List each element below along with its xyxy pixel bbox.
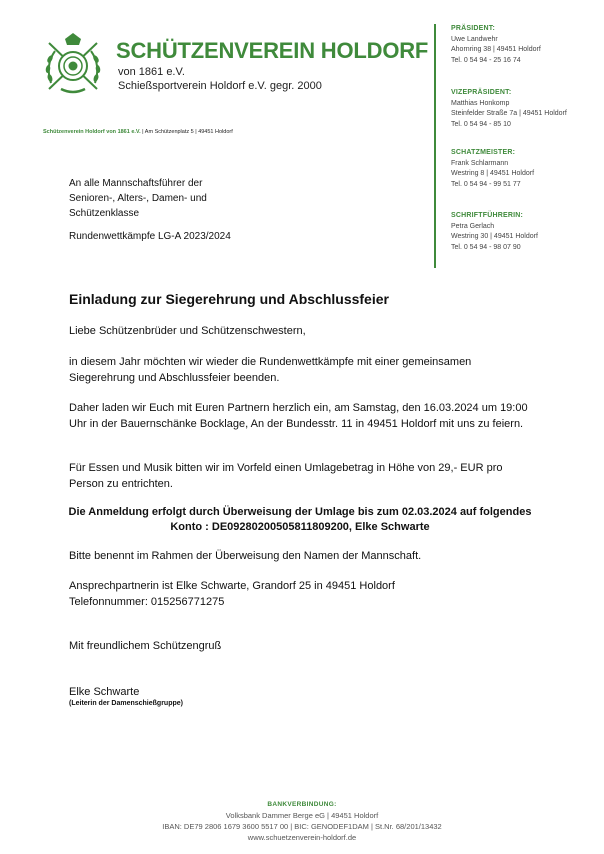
board-member-vice-president [451,88,601,130]
payment-line: Die Anmeldung erfolgt durch Überweisung der Umlage bis zum 02.03.2024 auf folgendes [68,506,532,518]
board-role: VIZEPRÄSIDENT: [451,89,512,96]
board-member-secretary [451,211,601,253]
paragraph-intro: in diesem Jahr möchten wir wieder die Rundenwettkämpfe mit einer gemeinsamen Siegerehrung und Abschlussfeier beenden. [69,356,472,384]
club-founded: von 1861 e.V. [118,66,185,78]
board-phone: Tel. 0 54 94 - 85 10 [451,120,511,128]
recipient-line: An alle Mannschaftsführer der [69,178,203,189]
recipient-address [69,176,207,221]
board-name: Uwe Landwehr [451,35,498,43]
salutation: Liebe Schützenbrüder und Schützenschwestern, [69,325,306,337]
board-address: Ahornring 38 | 49451 Holdorf [451,46,541,53]
board-phone: Tel. 0 54 94 - 98 07 90 [451,243,521,251]
footer-website: www.schuetzenverein-holdorf.de [247,833,357,842]
recipient-line: Schützenklasse [69,208,140,219]
board-role: SCHATZMEISTER: [451,149,516,156]
club-subtitle: Schießsportverein Holdorf e.V. gegr. 2000 [118,80,322,92]
recipient-line: Senioren-, Alters-, Damen- und [69,193,207,204]
paragraph-team-name: Bitte benennt im Rahmen der Überweisung den Namen der Mannschaft. [69,550,422,562]
board-member-president [451,24,601,66]
board-address: Westring 30 | 49451 Holdorf [451,233,538,240]
board-address: Westring 8 | 49451 Holdorf [451,170,535,177]
footer-bank: Volksbank Dammer Berge eG | 49451 Holdorf [225,811,379,820]
contact-phone: Telefonnummer: 015256771275 [69,595,225,608]
signature-name: Elke Schwarte [69,686,140,698]
board-name: Frank Schlarmann [451,159,509,167]
paragraph-invitation: Daher laden wir Euch mit Euren Partnern herzlich ein, am Samstag, den 16.03.2024 um 19:00 Uhr in der Bauernschänke Bocklage, An der Bundesstr. 11 in 49451 Holdorf mit uns zu feiern. [69,402,528,430]
board-address: Steinfelder Straße 7a | 49451 Holdorf [451,110,567,117]
contact-person: Ansprechpartnerin ist Elke Schwarte, Grandorf 25 in 49451 Holdorf [69,580,395,592]
board-role: PRÄSIDENT: [451,25,496,32]
footer-iban: IBAN: DE79 2806 1679 3600 5517 00 | BIC: GENODEF1DAM | St.Nr. 68/201/13432 [162,822,442,831]
payment-instruction [60,505,540,535]
board-phone: Tel. 0 54 94 - 25 16 74 [451,56,521,64]
sender-name: Schützenverein Holdorf von 1861 e.V. [43,129,141,135]
footer-title: BANKVERBINDUNG: [267,801,337,808]
payment-account: Konto : DE09280200505811809200, Elke Schwarte [170,521,430,533]
shooting-club-emblem-icon [41,33,105,97]
board-name: Petra Gerlach [451,222,495,230]
board-role: SCHRIFTFÜHRERIN: [451,212,524,219]
contact-info [69,579,539,610]
paragraph-fee: Für Essen und Musik bitten wir im Vorfeld einen Umlagebetrag in Höhe von 29,- EUR pro Person zu entrichten. [69,462,503,490]
footer [0,799,604,843]
board-member-treasurer [451,148,601,190]
subject-reference: Rundenwettkämpfe LG-A 2023/2024 [69,231,231,242]
sender-line [43,129,233,135]
sidebar-divider [434,24,436,268]
sender-address: | Am Schützenplatz 5 | 49451 Holdorf [140,129,233,135]
board-phone: Tel. 0 54 94 - 99 51 77 [451,180,521,188]
closing: Mit freundlichem Schützengruß [69,640,222,652]
club-name: SCHÜTZENVEREIN HOLDORF [116,38,429,63]
signature-role: (Leiterin der Damenschießgruppe) [69,700,183,707]
letter-heading: Einladung zur Siegerehrung und Abschlussfeier [69,291,389,307]
board-name: Matthias Honkomp [451,99,510,107]
